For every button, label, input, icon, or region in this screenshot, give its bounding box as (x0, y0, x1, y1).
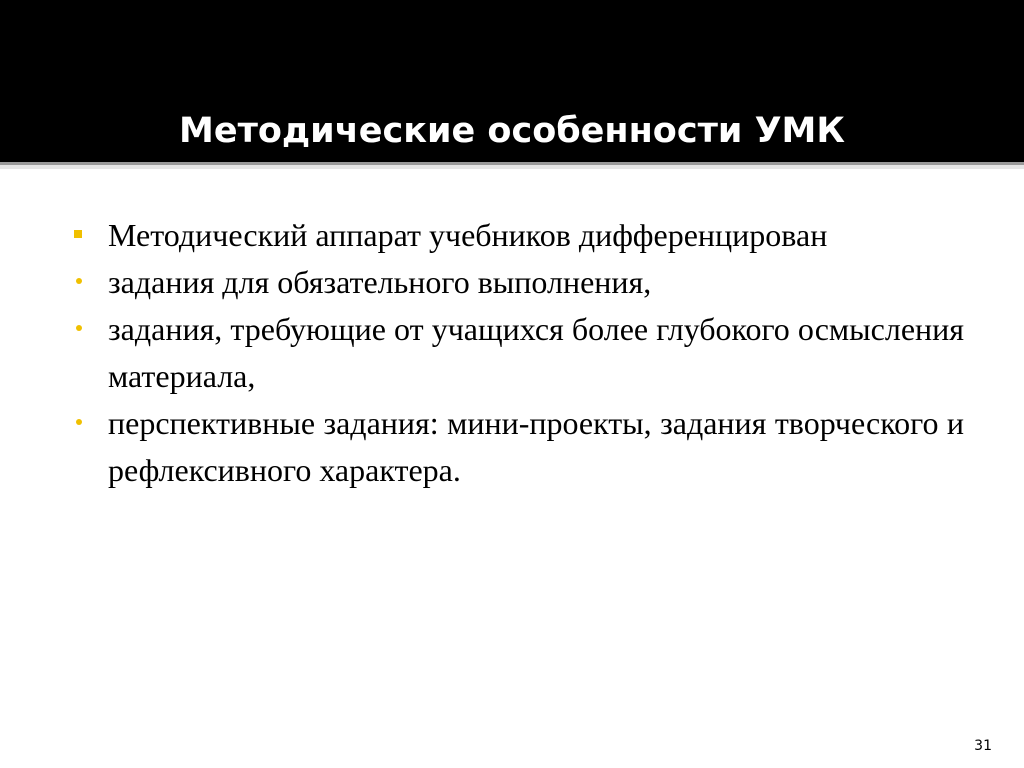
header-divider-shadow (0, 165, 1024, 169)
list-item-text: задания для обязательного выполнения, (108, 264, 652, 300)
list-item (72, 212, 964, 259)
list-item (72, 259, 964, 306)
list-item (72, 400, 964, 494)
page-number: 31 (974, 738, 992, 754)
bullet-list (72, 212, 964, 494)
slide-title: Методические особенности УМК (179, 111, 845, 151)
list-item-text: перспективные задания: мини-проекты, задания творческого и рефлексивного характера. (108, 405, 964, 488)
list-item-text: задания, требующие от учащихся более глубокого осмысления материала, (108, 311, 964, 394)
dot-bullet-icon (76, 419, 82, 425)
square-bullet-icon (74, 230, 82, 238)
dot-bullet-icon (76, 278, 82, 284)
list-item-text: Методический аппарат учебников дифференцирован (108, 217, 828, 253)
dot-bullet-icon (76, 325, 82, 331)
list-item (72, 306, 964, 400)
